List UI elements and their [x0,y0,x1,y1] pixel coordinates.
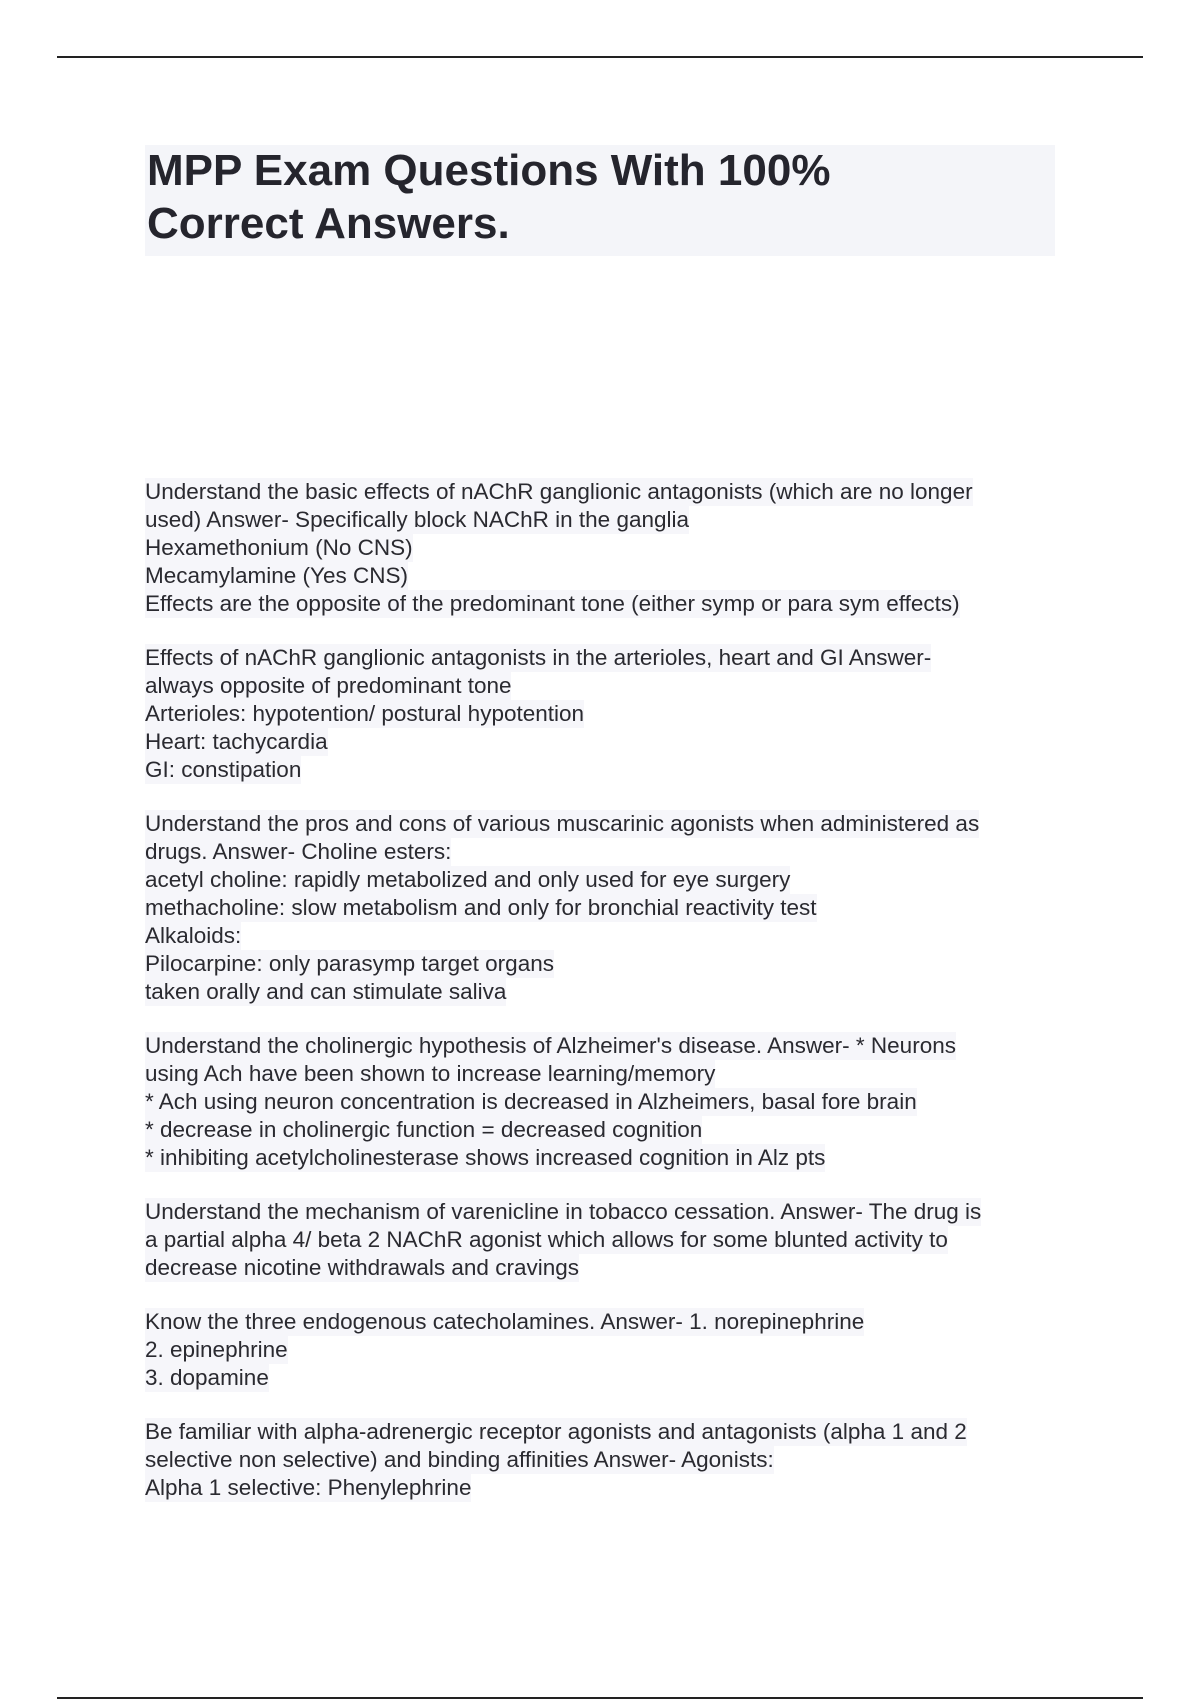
qa-item-muscarinic-agonists [145,810,1085,1006]
qa-line: taken orally and can stimulate saliva [145,979,507,1004]
bottom-rule [57,1697,1143,1699]
qa-line: Alkaloids: [145,923,242,948]
qa-line: drugs. Answer- Choline esters: [145,839,452,864]
title-line-1: MPP Exam Questions With 100% [147,146,831,195]
qa-line: Effects are the opposite of the predominant tone (either symp or para sym effects) [145,591,960,616]
qa-content [145,478,1085,1528]
qa-line: Mecamylamine (Yes CNS) [145,563,408,588]
qa-line: Heart: tachycardia [145,729,328,754]
qa-line: used) Answer- Specifically block NAChR in the ganglia [145,507,690,532]
qa-item-arterioles-heart-gi [145,644,1085,784]
qa-line: 2. epinephrine [145,1337,288,1362]
qa-item-varenicline [145,1198,1085,1282]
qa-item-catecholamines [145,1308,1085,1392]
qa-item-ganglionic-antagonists [145,478,1085,618]
qa-line: * inhibiting acetylcholinesterase shows increased cognition in Alz pts [145,1145,826,1170]
qa-line: Effects of nAChR ganglionic antagonists in the arterioles, heart and GI Answer- [145,645,932,670]
qa-line: using Ach have been shown to increase learning/memory [145,1061,716,1086]
qa-line: Understand the cholinergic hypothesis of Alzheimer's disease. Answer- * Neurons [145,1033,956,1058]
qa-line: Understand the mechanism of varenicline in tobacco cessation. Answer- The drug is [145,1199,982,1224]
qa-line: selective non selective) and binding affinities Answer- Agonists: [145,1447,774,1472]
qa-line: Be familiar with alpha-adrenergic receptor agonists and antagonists (alpha 1 and 2 [145,1419,967,1444]
qa-line: a partial alpha 4/ beta 2 NAChR agonist which allows for some blunted activity to [145,1227,948,1252]
top-rule [57,56,1143,58]
qa-line: GI: constipation [145,757,302,782]
qa-line: Understand the basic effects of nAChR ganglionic antagonists (which are no longer [145,479,973,504]
qa-line: decrease nicotine withdrawals and cravings [145,1255,579,1280]
qa-line: methacholine: slow metabolism and only for bronchial reactivity test [145,895,817,920]
qa-line: Alpha 1 selective: Phenylephrine [145,1475,472,1500]
qa-line: always opposite of predominant tone [145,673,512,698]
qa-line: acetyl choline: rapidly metabolized and only used for eye surgery [145,867,791,892]
qa-item-alpha-adrenergic [145,1418,1085,1502]
qa-line: Understand the pros and cons of various muscarinic agonists when administered as [145,811,980,836]
qa-item-cholinergic-hypothesis [145,1032,1085,1172]
title-line-2: Correct Answers. [147,199,510,248]
qa-line: Arterioles: hypotention/ postural hypotention [145,701,585,726]
qa-line: * Ach using neuron concentration is decreased in Alzheimers, basal fore brain [145,1089,917,1114]
qa-line: Pilocarpine: only parasymp target organs [145,951,554,976]
qa-line: Know the three endogenous catecholamines. Answer- 1. norepinephrine [145,1309,865,1334]
qa-line: Hexamethonium (No CNS) [145,535,413,560]
qa-line: * decrease in cholinergic function = decreased cognition [145,1117,703,1142]
document-title [145,145,1055,256]
qa-line: 3. dopamine [145,1365,269,1390]
